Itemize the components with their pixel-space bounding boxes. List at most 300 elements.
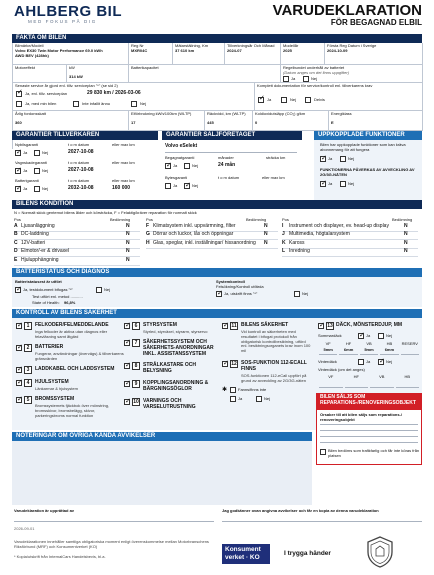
model-value-2: AWD BEV (428hk)	[15, 52, 49, 58]
condition-key: I	[282, 223, 284, 229]
batterywar-ja-checkbox[interactable]	[15, 186, 21, 192]
vehicle-ja: Ja	[23, 168, 28, 173]
firstreg-value: 2024-10-09	[327, 47, 348, 53]
ko-logo-line2: verket · KO	[225, 554, 260, 561]
sys-ja-checkbox[interactable]	[216, 291, 222, 297]
condition-text: Multimedia, högtalarsystem	[289, 231, 350, 238]
tyre-col-header: HF	[353, 374, 359, 379]
notes-area[interactable]	[12, 441, 312, 505]
upgrade-nej: Nej	[348, 156, 355, 161]
control-item-desc: Fungerar, användningar (övervägs) & tillverkarens gränsvärden	[35, 351, 124, 361]
condition-grade: N	[126, 231, 130, 238]
vehicle-col-date: t o m datum	[68, 160, 90, 165]
tyre-col-value[interactable]	[370, 381, 394, 388]
rental-col-date: t o m datum	[218, 175, 240, 180]
tyre-col-header: HF	[345, 341, 352, 346]
tyres-check[interactable]	[318, 323, 324, 329]
condition-grade: N	[264, 239, 268, 246]
sys-ja: Ja, utskrift finns "*"	[224, 291, 258, 296]
control-item-desc: Inga felkoder är aktiva utan diagnos eller felavläsning samt åtgärd	[35, 329, 108, 339]
condition-grade: N	[126, 256, 130, 263]
used-months-value: 24 mån	[218, 162, 236, 168]
tyre-col-header: HB	[386, 341, 393, 346]
col1-grade-header: Bedömning	[110, 217, 131, 222]
consumption-cell	[129, 111, 205, 131]
newcar-col-date: t o m datum	[68, 142, 90, 147]
control-item-number: 4	[24, 379, 32, 387]
condition-key: H	[146, 239, 150, 246]
service-nej-checkbox[interactable]	[131, 101, 137, 107]
tyre-col-value[interactable]	[319, 381, 343, 388]
kw-value: 314 kW	[69, 73, 83, 79]
rental-nej: Nej	[192, 183, 199, 188]
doc-title: VARUDEKLARATION	[272, 2, 422, 19]
battery-test-label: Test utfört enl. metod ...........	[32, 294, 83, 299]
control-item-number: 3	[24, 366, 32, 374]
control-item-number: 8	[132, 362, 140, 370]
notes-bar: NOTERINGAR OM ÖVRIGA KÄNDA AVVIKELSER	[12, 432, 312, 441]
condition-key: K	[282, 239, 286, 246]
warranty-maker-bar: GARANTIER TILLVERKAREN	[12, 131, 158, 140]
control-item-checkbox[interactable]	[16, 380, 22, 386]
regservice-nej-label: Nej	[311, 76, 318, 81]
control-item-desc: Styrled, styrväxel, styrarm, styrservo	[143, 329, 208, 334]
battery-label: Batteristatusest är utfört	[15, 279, 62, 284]
winter-ja: Ja	[366, 359, 371, 364]
ko-logo	[222, 544, 270, 564]
control-item-number: 7	[132, 339, 140, 347]
condition-bar: BILENS KONDITION	[12, 200, 422, 209]
control-col2	[124, 322, 220, 428]
vehicle-date: 2027-10-08	[68, 167, 94, 173]
disclaimer2: * Kopia/utskrift från InternalCars Handelsbevis, bl.a.	[14, 554, 106, 559]
condition-text: Inredning	[289, 248, 310, 255]
tyre-col-value[interactable]	[396, 381, 420, 388]
star-block	[222, 386, 318, 416]
star-ja: Ja	[238, 396, 243, 401]
vehicle-ja-checkbox[interactable]	[15, 168, 21, 174]
batterywar-km: 160 000	[112, 185, 131, 191]
control-item-checkbox[interactable]	[124, 363, 130, 369]
tyre-col-value[interactable]: 6mm	[380, 348, 398, 355]
tyre-col-header: VB	[379, 374, 385, 379]
condition-text: Dörrar och luckor, lås och öppningar	[153, 231, 234, 238]
regservice-cell	[281, 65, 423, 83]
condition-grade: N	[126, 239, 130, 246]
energy-cell	[329, 111, 423, 131]
control-item-checkbox[interactable]	[124, 399, 130, 405]
vehicle-col-or: eller max km	[112, 160, 135, 165]
tyre-col-header: RESERV	[401, 341, 418, 346]
service-value: 29 830 km / 2026-03-06	[87, 90, 141, 96]
condition-key: L	[282, 248, 286, 255]
control-item-title: LADDKABEL OCH LADDSYSTEM	[35, 366, 115, 372]
condition-grade: N	[264, 223, 268, 229]
control-bar: KONTROLL AV BILENS SÄKERHET	[12, 309, 422, 318]
control-item-number: 1	[24, 322, 32, 330]
repair-box	[316, 393, 422, 465]
condition-text: Elmotor/-er & drivaxel	[21, 248, 70, 255]
col3-grade-header: Bedömning	[392, 217, 413, 222]
used-ja: Ja	[173, 163, 178, 168]
doc-ja-checkbox[interactable]	[258, 97, 264, 103]
repair-text2: Bilen bedöms som trafikfarlig och får inte köras från platsen	[328, 448, 420, 458]
tax-label: Årlig fordonsskatt	[15, 111, 46, 116]
control-item-title: STYRSYSTEM	[143, 322, 177, 328]
control-item-title: BROMSSYSTEM	[35, 396, 75, 402]
rental-nej-checkbox[interactable]	[184, 183, 190, 189]
control-item-checkbox[interactable]	[124, 340, 130, 346]
newcar-date: 2027-10-08	[68, 149, 94, 155]
control-item-checkbox[interactable]	[16, 323, 22, 329]
battery-nej: Nej	[104, 287, 111, 292]
condition-text: 12V-batteri	[21, 239, 46, 246]
used-ja-checkbox[interactable]	[165, 163, 171, 169]
vehicle-nej-checkbox[interactable]	[34, 168, 40, 174]
upgrade-nej2: Nej	[348, 181, 355, 186]
buyer-label: Jag godkänner ovan angivna avvikelser och får en kopia av denna varudeklaration	[222, 508, 379, 513]
firstreg-cell	[325, 43, 423, 65]
tyre-col-value[interactable]: 5mm	[319, 348, 337, 355]
regservice-sub: (Datum anges om det finns uppgifter)	[283, 69, 350, 75]
winter-cols	[318, 375, 420, 389]
condition-key: B	[14, 231, 18, 238]
modelyear-value: 2025	[283, 47, 292, 53]
regservice-label: Regelbundet underhåll av batteriet	[283, 65, 345, 70]
repair-text1: Orsaker till att bilen säljs som reparations-/ renoveringsobjekt	[320, 412, 403, 422]
winter-label: Vinterdäck	[318, 359, 337, 364]
rental-label: Bytesgaranti	[165, 175, 188, 180]
power-cell	[13, 65, 67, 83]
modelyear-label: Modellår	[283, 43, 299, 48]
condition-key: G	[146, 231, 150, 238]
star-icon: ✱	[222, 387, 228, 393]
battery-soh-label: State of Health:	[32, 300, 60, 305]
service-min-checkbox[interactable]	[16, 101, 22, 107]
tyre-col-value[interactable]: 5mm	[360, 348, 378, 355]
col3-pos-header: Pos	[282, 217, 289, 222]
doc-cell	[255, 83, 423, 111]
range-value: 445	[207, 119, 214, 125]
range-cell	[205, 111, 253, 131]
used-months-label: månader	[218, 155, 234, 160]
condition-text: Ljusanläggning	[21, 223, 55, 229]
condition-key: A	[14, 223, 18, 229]
tyre-col-header: VB	[366, 341, 372, 346]
service-inte-label: Inte infallit ännu	[82, 101, 111, 106]
control-item-title: BATTERIER	[35, 344, 64, 350]
condition-key: D	[14, 248, 18, 255]
upgrade-text2: FUNKTIONERNA PÅVERKAS AV AVVECKLING AV 2G/3G-NÄTEN	[320, 167, 415, 177]
range-label: Räckvidd, km (WLTP)	[207, 111, 246, 116]
tyres-number: 13	[327, 323, 333, 329]
control-item-title: VARNINGS OCH VARSELUTRUSTNING	[143, 398, 196, 410]
ko-logo-line1: Konsument	[225, 546, 261, 553]
doc-nej-checkbox[interactable]	[281, 97, 287, 103]
condition-legend: N = Normalt skick gentemot bilens ålder och körsträcka, F = Felaktig/kräver reparation för normalt skick	[14, 210, 197, 215]
control-item-title: SÄKERHETSSYSTEM OCH SÄKERHETS-ANORDNINGAR INKL. ASSISTANSSYSTEM	[143, 339, 214, 357]
condition-key: C	[14, 239, 18, 246]
kw-label: kW	[69, 65, 75, 70]
modelyear-cell	[281, 43, 325, 65]
control-item-checkbox[interactable]	[16, 345, 22, 351]
service-min-label: Ja, med min bilen	[25, 101, 57, 106]
batterywar-col-date: t o m datum	[68, 178, 90, 183]
summer-ja-checkbox[interactable]	[358, 333, 364, 339]
reg-label: Reg Nr	[131, 43, 144, 48]
sign-line[interactable]	[14, 521, 214, 522]
newcar-nej-checkbox[interactable]	[34, 150, 40, 156]
upgrade-bar: UPPKOPPLADE FUNKTIONER	[314, 131, 422, 140]
condition-grade: N	[404, 223, 408, 229]
sys-label: Systemkontroll	[216, 279, 245, 284]
tyre-col-value[interactable]	[401, 348, 419, 355]
condition-grade: N	[126, 248, 130, 255]
control-item-checkbox[interactable]	[16, 367, 22, 373]
col2-pos-header: Pos	[146, 217, 153, 222]
reg-cell	[129, 43, 173, 65]
mfg-cell	[225, 43, 281, 65]
service-cell	[13, 83, 255, 111]
warranty-dealer-bar: GARANTIER SÄLJFÖRETAGET	[162, 131, 302, 140]
mfg-value: 2024-07	[227, 47, 242, 53]
newcar-col-or: eller max km	[112, 142, 135, 147]
summer-nej-checkbox[interactable]	[378, 333, 384, 339]
newcar-label: Nybilsgaranti	[15, 142, 39, 147]
tyre-col-header: VF	[325, 341, 331, 346]
service-ja-checkbox[interactable]	[16, 91, 22, 97]
trygg-text: I trygga händer	[284, 550, 331, 557]
energy-label: Energiklass	[331, 111, 352, 116]
tyre-col-header: HB	[404, 374, 411, 379]
warranty-maker-panel	[12, 140, 158, 200]
batterywar-nej: Nej	[42, 186, 49, 191]
condition-text: Klimatsystem inkl. uppvärmning, filter	[153, 223, 236, 229]
winter-date: Vinterdäck (om det anges)	[318, 367, 365, 372]
control-item-title: HJULSYSTEM	[35, 379, 69, 385]
consumption-label: Elförbrukning kWh/100km (WLTP)	[131, 111, 192, 116]
co2-label: Koldioxidutsläpp (CO₂) g/km	[255, 111, 306, 116]
used-label: Begagnatgaranti	[165, 155, 195, 160]
condition-underline	[282, 256, 418, 257]
rental-ja: Ja	[173, 183, 178, 188]
rental-col-or: eller max km	[262, 175, 285, 180]
batterywar-date: 2032-10-08	[68, 185, 94, 191]
regservice-ja-checkbox[interactable]	[283, 76, 289, 82]
dealer-name: Volvo eSelekt	[165, 143, 198, 149]
vehicle-nej: Nej	[42, 168, 49, 173]
doc-subtitle: FÖR BEGAGNAD ELBIL	[330, 18, 422, 27]
doc-label: Komplett dokumentation för service/kontroll enl. tillverkarens krav	[257, 83, 373, 88]
upgrade-nej2-checkbox[interactable]	[340, 181, 346, 187]
mileage-label: Mätarställning, Km	[175, 43, 209, 48]
mileage-value: 37 610 km	[175, 47, 195, 53]
vehicle-label: Vagnskadegaranti	[15, 160, 47, 165]
sys-nej: Nej	[302, 291, 309, 296]
mileage-cell	[173, 43, 225, 65]
regservice-ja-label: Ja	[291, 76, 296, 81]
star-inte: Fanns/finns inte	[238, 387, 267, 392]
condition-text: Instrument och displayer, ev. head-up display	[289, 223, 389, 229]
used-nej: Nej	[192, 163, 199, 168]
battery-ja: Ja, testdokument bifogas "*"	[23, 287, 73, 292]
logo	[14, 3, 122, 24]
col1-pos-header: Pos	[14, 217, 21, 222]
control-item-number: 6	[132, 322, 140, 330]
energy-value: E	[331, 119, 334, 125]
upgrade-ja-checkbox[interactable]	[320, 156, 326, 162]
consumption-value: 17	[131, 119, 136, 125]
mfg-label: Tillverkningsår Och Månad	[227, 43, 275, 48]
battery-panel	[12, 277, 422, 307]
control-item-checkbox[interactable]	[222, 323, 228, 329]
power-label: Motoreffekt	[15, 65, 35, 70]
condition-grade: N	[264, 231, 268, 238]
trygg-seal-icon	[366, 536, 394, 568]
sys-nej-checkbox[interactable]	[294, 291, 300, 297]
logo-text: AHLBERG BIL	[14, 3, 122, 20]
star-nej: Nej	[264, 396, 271, 401]
condition-underline	[14, 265, 140, 266]
repair-bar	[317, 394, 421, 410]
control-item-title: BILENS SÄKERHET	[241, 322, 289, 328]
date-value: 2026-09-01	[14, 526, 35, 531]
tax-value: 360	[15, 119, 22, 125]
sys-sub: Felsökning/Kontroll utfärda	[216, 284, 264, 289]
model-cell	[13, 43, 129, 65]
service-inte-checkbox[interactable]	[73, 101, 79, 107]
summer-ja: Ja	[366, 333, 371, 338]
control-item-checkbox[interactable]	[222, 361, 228, 367]
condition-grade: N	[404, 231, 408, 238]
condition-text: Kaross	[289, 239, 305, 246]
upgrade-ja2-checkbox[interactable]	[320, 181, 326, 187]
reg-value: MXR04C	[131, 47, 148, 53]
doc-delvis-label: Delvis	[314, 97, 325, 102]
control-item-title: STRÅLKASTARE OCH BELYSNING	[143, 362, 196, 374]
battery-capacity-cell	[129, 65, 281, 83]
regservice-nej-checkbox[interactable]	[303, 76, 309, 82]
tyres-block	[318, 322, 420, 392]
logo-tagline: MED FOKUS PÅ DIG	[28, 19, 97, 24]
upgrade-nej-checkbox[interactable]	[340, 156, 346, 162]
newcar-ja: Ja	[23, 150, 28, 155]
disclaimer: Varudeklarationen innehåller samtliga obligatoriska moment enligt överenskommelse mellan Motorbranschens Riksförbund (MRF) och Konsumentverket (KO)	[14, 539, 209, 549]
batterywar-nej-checkbox[interactable]	[34, 186, 40, 192]
battery-capacity-label: Batterikapacitet	[131, 65, 159, 70]
tyre-col-header: VF	[328, 374, 334, 379]
tyres-title: DÄCK, MÖNSTERDJUP, MM	[336, 322, 403, 328]
condition-underline	[146, 248, 278, 249]
condition-key: E	[14, 256, 18, 263]
upgrade-ja2: Ja	[328, 181, 333, 186]
used-nej-checkbox[interactable]	[184, 163, 190, 169]
control-item-number: 10	[133, 399, 139, 405]
condition-text: Hjulupphängning	[21, 256, 59, 263]
kw-cell	[67, 65, 129, 83]
control-item-title: FELKODER/FELMEDDELANDE	[35, 322, 109, 328]
doc-delvis-checkbox[interactable]	[305, 97, 311, 103]
service-nej-label: Nej	[140, 101, 147, 106]
condition-grade: N	[404, 239, 408, 246]
control-item-title: SOS-FUNKTION 112-ECALL FINNS	[241, 360, 307, 372]
batterywar-col-or: eller max km	[112, 178, 135, 183]
warranty-dealer-panel	[162, 140, 302, 200]
upgrade-panel	[314, 140, 422, 200]
col2-grade-header: Bedömning	[246, 217, 267, 222]
battery-bar: BATTERISTATUS OCH DIAGNOS	[12, 268, 422, 277]
condition-key: F	[146, 223, 150, 229]
model-value-1: Volvo EX30 Twin Motor Performance 69.0 kWh	[15, 47, 103, 53]
summer-cols	[318, 342, 420, 358]
condition-grade: N	[126, 223, 130, 229]
service-ja-label: Ja, enl. tillv. serviceplan	[25, 91, 67, 96]
condition-grade: N	[404, 248, 408, 255]
rental-ja-checkbox[interactable]	[165, 183, 171, 189]
control-item-desc: Vid kontroll av säkerheten med resultatet i bifogat protokoll från obligatorisk kontrollbesiktning, utförd enl. besiktningsorganets krav inom 100 mil	[241, 329, 311, 354]
upgrade-ja: Ja	[328, 156, 333, 161]
control-item-checkbox[interactable]	[124, 381, 130, 387]
repair-traffic-checkbox[interactable]	[320, 449, 326, 455]
control-item-number: 2	[24, 344, 32, 352]
control-item-desc: SOS-funktionen 112-eCall uppfört på grund av avveckling av 2G/3G-näten	[241, 373, 307, 383]
control-item-desc: Länkarmar & hjulsystem	[35, 386, 78, 391]
control-item-checkbox[interactable]	[16, 397, 22, 403]
newcar-ja-checkbox[interactable]	[15, 150, 21, 156]
condition-text: DC-laddning	[21, 231, 49, 238]
winter-nej-checkbox[interactable]	[378, 359, 384, 365]
co2-cell	[253, 111, 329, 131]
winter-nej: Nej	[386, 359, 393, 364]
winter-ja-checkbox[interactable]	[358, 359, 364, 365]
co2-value: 0	[255, 119, 258, 125]
control-item-title: KOPPLINGSANORDNING & BÄRGNINGSÖGLOR	[143, 380, 209, 392]
used-km-label: sträcka km	[266, 155, 286, 160]
upgrade-text1: Bilen har uppkopplade funktioner som kan kräva abonnemang för att fungera	[320, 142, 406, 152]
tyre-col-value[interactable]	[345, 381, 369, 388]
control-item-desc: Bromssystemets fjäckbok över mönstring, bromsskivor, bromsbelägg, skivor, parkeringsbroms normal funktion	[35, 403, 110, 418]
model-label: Bilmärke/Modell	[15, 43, 44, 48]
control-item-number: 11	[231, 323, 237, 329]
control-item-number: 9	[132, 380, 140, 388]
star-inte-checkbox[interactable]	[230, 387, 236, 393]
tax-cell	[13, 111, 129, 131]
battery-nej-checkbox[interactable]	[96, 287, 102, 293]
condition-text: Glas, speglar, inkl. inställningar/ hissanordning	[153, 239, 256, 246]
summer-label: Sommardäck	[318, 333, 342, 338]
control-item-number: 12	[231, 361, 237, 367]
firstreg-label: Första Reg Datum i Sverige	[327, 43, 377, 48]
control-col1	[16, 322, 126, 428]
battery-ja-checkbox[interactable]	[15, 287, 21, 293]
tyre-col-value[interactable]: 6mm	[339, 348, 357, 355]
star-nej-checkbox[interactable]	[256, 396, 262, 402]
battery-soh-value: 96,8%	[64, 300, 76, 305]
batterywar-ja: Ja	[23, 186, 28, 191]
sign-label: Varudeklaration är upprättad av	[14, 508, 75, 513]
service-label: Senaste service år gjord enl. tillv. serviceplan "*" (se sid 2)	[15, 83, 118, 88]
buyer-line[interactable]	[222, 521, 422, 522]
repair-bar-text: BILEN SÄLJS SOM REPARATIONS-/RENOVERINGSOBJEKT	[320, 394, 416, 406]
doc-ja-label: Ja	[267, 97, 272, 102]
star-ja-checkbox[interactable]	[230, 396, 236, 402]
batterywar-label: Batterigaranti	[15, 178, 39, 183]
condition-key: J	[282, 231, 285, 238]
newcar-nej: Nej	[42, 150, 49, 155]
facts-bar: FAKTA OM BILEN	[12, 34, 422, 43]
control-item-checkbox[interactable]	[124, 323, 130, 329]
summer-nej: Nej	[386, 333, 393, 338]
